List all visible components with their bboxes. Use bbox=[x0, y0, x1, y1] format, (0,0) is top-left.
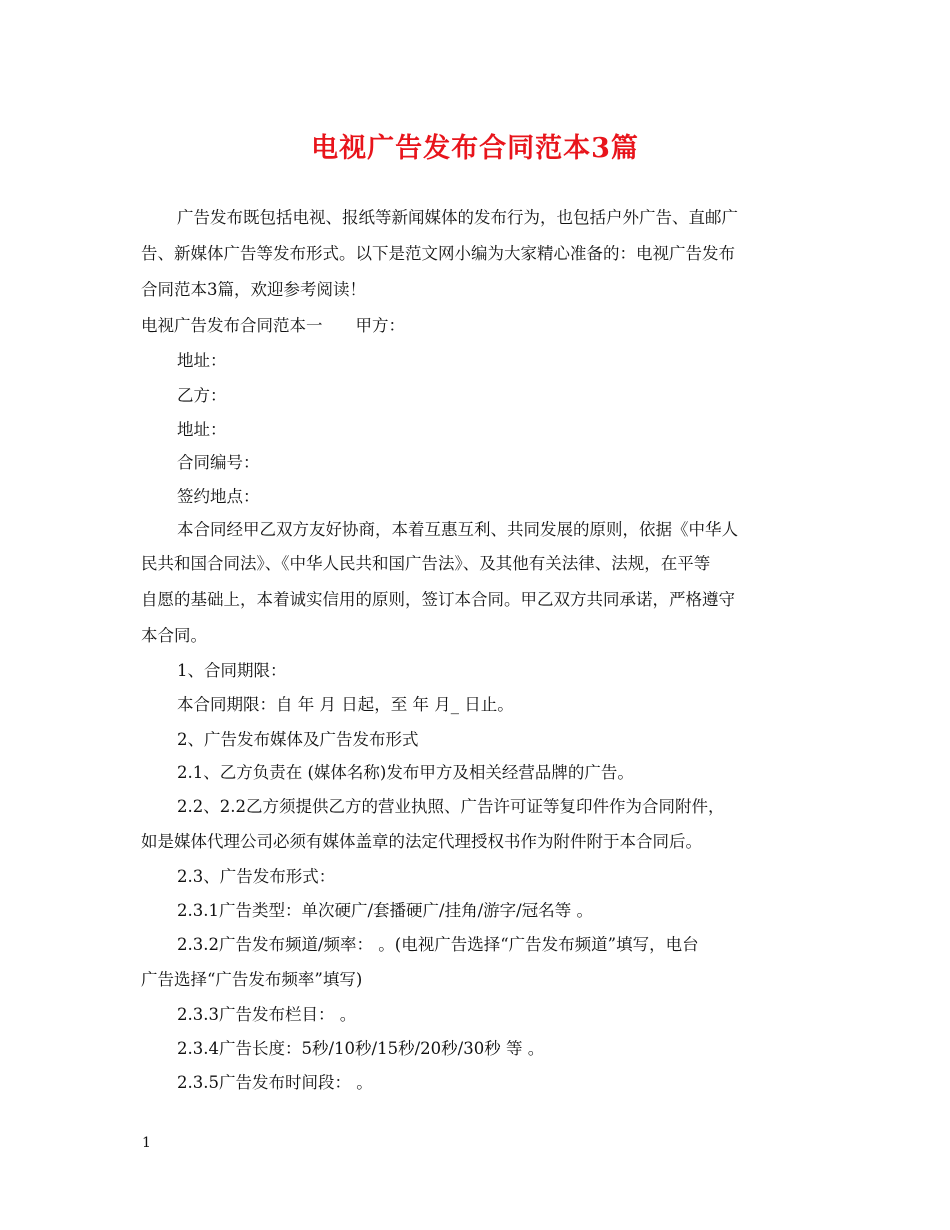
form-field-line: 合同编号： bbox=[177, 453, 260, 472]
page-number: 1 bbox=[142, 1135, 151, 1151]
paragraph-line: 广告发布既包括电视、报纸等新闻媒体的发布行为，也包括户外广告、直邮广 bbox=[177, 208, 738, 227]
paragraph-line: 自愿的基础上，本着诚实信用的原则，签订本合同。甲乙双方共同承诺，严格遵守 bbox=[141, 590, 735, 609]
paragraph-line: 本合同经甲乙双方友好协商，本着互惠互利、共同发展的原则，依据《中华人 bbox=[177, 520, 738, 539]
paragraph-line: 2.3.3广告发布栏目： 。 bbox=[177, 1005, 357, 1024]
form-field-line: 签约地点： bbox=[177, 487, 260, 506]
paragraph-line: 2.1、乙方负责在 (媒体名称)发布甲方及相关经营品牌的广告。 bbox=[177, 763, 634, 782]
paragraph-line: 2.3.1广告类型：单次硬广/套播硬广/挂角/游字/冠名等 。 bbox=[177, 901, 593, 920]
paragraph-line: 2.3.4广告长度：5秒/10秒/15秒/20秒/30秒 等 。 bbox=[177, 1039, 545, 1058]
section-heading-line: 电视广告发布合同范本一 甲方： bbox=[141, 316, 405, 335]
paragraph-line: 2.3.5广告发布时间段： 。 bbox=[177, 1073, 373, 1092]
paragraph-line: 广告选择“广告发布频率”填写) bbox=[141, 970, 363, 989]
paragraph-line: 民共和国合同法》、《中华人民共和国广告法》、及其他有关法律、法规，在平等 bbox=[141, 554, 711, 573]
paragraph-line: 本合同。 bbox=[141, 626, 207, 645]
clause-heading-line: 1、合同期限： bbox=[177, 661, 287, 680]
clause-heading-line: 2、广告发布媒体及广告发布形式 bbox=[177, 730, 419, 749]
paragraph-line: 合同范本3篇，欢迎参考阅读！ bbox=[141, 280, 366, 299]
paragraph-line: 如是媒体代理公司必须有媒体盖章的法定代理授权书作为附件附于本合同后。 bbox=[141, 832, 702, 851]
form-field-line: 地址： bbox=[177, 420, 227, 439]
paragraph-line: 本合同期限：自 年 月 日起，至 年 月_ 日止。 bbox=[177, 695, 514, 714]
paragraph-line: 告、新媒体广告等发布形式。以下是范文网小编为大家精心准备的：电视广告发布 bbox=[141, 244, 735, 263]
document-title: 电视广告发布合同范本3篇 bbox=[311, 133, 639, 164]
clause-heading-line: 2.3、广告发布形式： bbox=[177, 867, 336, 886]
paragraph-line: 2.2、2.2乙方须提供乙方的营业执照、广告许可证等复印件作为合同附件， bbox=[177, 797, 725, 816]
form-field-line: 地址： bbox=[177, 351, 227, 370]
form-field-line: 乙方： bbox=[177, 386, 227, 405]
paragraph-line: 2.3.2广告发布频道/频率： 。(电视广告选择“广告发布频道”填写，电台 bbox=[177, 935, 699, 954]
